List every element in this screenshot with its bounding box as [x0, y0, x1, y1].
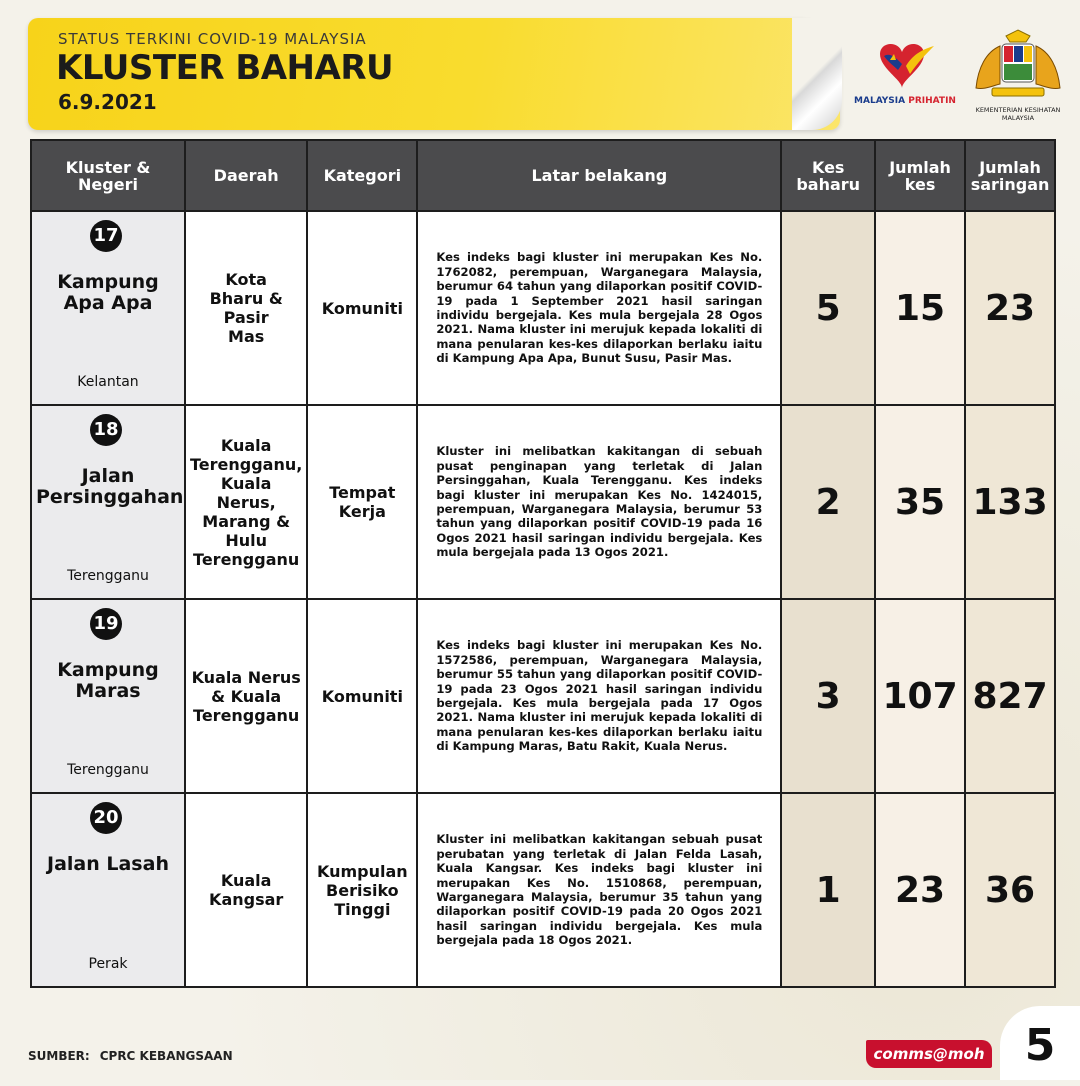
jumlah-kes-value: 107 — [882, 675, 958, 717]
jumlah-saringan-value: 133 — [972, 481, 1048, 523]
jumlah-kes-value: 23 — [895, 869, 946, 911]
kategori-text: Tempat Kerja — [329, 483, 396, 521]
jumlah-saringan-cell — [965, 793, 1055, 987]
cluster-number-badge: 20 — [90, 802, 122, 834]
coat-of-arms-icon — [968, 28, 1068, 104]
daerah-text: Kota Bharu & Pasir Mas — [209, 270, 283, 346]
cluster-state: Kelantan — [77, 374, 139, 390]
clusters-table — [30, 139, 1056, 988]
kategori-text: Komuniti — [321, 686, 403, 706]
cluster-state: Perak — [88, 956, 128, 972]
comms-handle-badge: comms@moh — [866, 1040, 992, 1068]
latar-cell — [417, 793, 781, 987]
cluster-name: Kampung Apa Apa — [57, 271, 159, 314]
malaysia-prihatin-logo — [850, 36, 960, 116]
cluster-number-badge: 19 — [90, 608, 122, 640]
source-note — [28, 1049, 233, 1063]
daerah-text: Kuala Terengganu, Kuala Nerus, Marang & Hulu Terengganu — [190, 435, 303, 569]
jumlah-kes-cell — [875, 793, 965, 987]
cluster-cell — [31, 793, 185, 987]
jumlah-saringan-value: 23 — [985, 287, 1036, 329]
kes-baharu-value: 3 — [815, 675, 841, 717]
jumlah-kes-value: 35 — [895, 481, 946, 523]
table-row — [31, 405, 1055, 599]
kes-baharu-value: 1 — [815, 869, 841, 911]
cluster-name: Jalan Lasah — [47, 853, 169, 875]
kes-baharu-cell — [781, 211, 875, 405]
cluster-name: Kampung Maras — [57, 659, 159, 702]
cluster-cell — [31, 599, 185, 793]
daerah-text: Kuala Kangsar — [209, 871, 284, 909]
kes-baharu-cell — [781, 793, 875, 987]
jumlah-kes-cell — [875, 211, 965, 405]
kategori-cell — [307, 211, 417, 405]
cluster-name: Jalan Persinggahan — [36, 465, 184, 508]
report-date: 6.9.2021 — [58, 90, 157, 114]
table-row — [31, 599, 1055, 793]
source-label: SUMBER: — [28, 1049, 90, 1063]
page-title: KLUSTER BAHARU — [56, 48, 394, 88]
cluster-cell — [31, 405, 185, 599]
kes-baharu-cell — [781, 405, 875, 599]
page-number: 5 — [1000, 1006, 1080, 1080]
kes-baharu-value: 5 — [815, 287, 841, 329]
kategori-cell — [307, 793, 417, 987]
kkm-crest-logo — [968, 28, 1068, 122]
col-header-daerah: Daerah — [185, 140, 307, 211]
daerah-text: Kuala Nerus & Kuala Terengganu — [191, 667, 301, 725]
col-header-kategori: Kategori — [307, 140, 417, 211]
prihatin-label: MALAYSIA PRIHATIN — [854, 96, 956, 106]
jumlah-saringan-value: 827 — [972, 675, 1048, 717]
banner-page-curl — [792, 18, 842, 130]
table-row — [31, 793, 1055, 987]
col-header-jumlah-kes: Jumlah kes — [875, 140, 965, 211]
kkm-label: KEMENTERIAN KESIHATAN MALAYSIA — [975, 106, 1061, 122]
latar-cell — [417, 211, 781, 405]
latar-cell — [417, 405, 781, 599]
latar-text: Kluster ini melibatkan kakitangan di sebuah pusat penginapan yang terletak di Jalan Persinggahan, Kuala Terengganu. Kes indeks bagi kluster ini merupakan Kes No. 1424015, perempuan, Warganegara Malaysia, berumur 53 tahun yang dilaporkan positif COVID-19 pada 16 Ogos 2021 hasil saringan individu bergejala. Kes mula bergejala pada 13 Ogos 2021. — [436, 444, 763, 560]
daerah-cell — [185, 599, 307, 793]
cluster-number-badge: 17 — [90, 220, 122, 252]
kes-baharu-cell — [781, 599, 875, 793]
kategori-text: Kumpulan Berisiko Tinggi — [316, 861, 408, 919]
col-header-latar: Latar belakang — [417, 140, 781, 211]
jumlah-kes-cell — [875, 405, 965, 599]
jumlah-saringan-cell — [965, 599, 1055, 793]
jumlah-kes-cell — [875, 599, 965, 793]
col-header-jumlah-saringan: Jumlah saringan — [965, 140, 1055, 211]
daerah-cell — [185, 211, 307, 405]
cluster-state: Terengganu — [67, 762, 149, 778]
kes-baharu-value: 2 — [815, 481, 841, 523]
prihatin-heart-icon — [850, 36, 960, 96]
jumlah-saringan-cell — [965, 405, 1055, 599]
kategori-cell — [307, 599, 417, 793]
latar-cell — [417, 599, 781, 793]
daerah-cell — [185, 405, 307, 599]
table-header-row — [31, 140, 1055, 211]
kategori-cell — [307, 405, 417, 599]
jumlah-saringan-cell — [965, 211, 1055, 405]
col-header-kes-baharu: Kes baharu — [781, 140, 875, 211]
latar-text: Kes indeks bagi kluster ini merupakan Kes No. 1572586, perempuan, Warganegara Malaysia, berumur 55 tahun yang dilaporkan positif COVID-19 pada 23 Ogos 2021 hasil saringan individu bergejala. Kes mula bergejala pada 17 Ogos 2021. Nama kluster ini merujuk kepada lokaliti di mana penularan kes-kes dilaporkan berlaku iaitu di Kampung Maras, Batu Rakit, Kuala Nerus. — [436, 638, 763, 754]
daerah-cell — [185, 793, 307, 987]
banner-subtitle: STATUS TERKINI COVID-19 MALAYSIA — [58, 30, 367, 48]
source-text: CPRC KEBANGSAAN — [99, 1049, 233, 1063]
cluster-cell — [31, 211, 185, 405]
latar-text: Kes indeks bagi kluster ini merupakan Kes No. 1762082, perempuan, Warganegara Malaysia, berumur 64 tahun yang dilaporkan positif COVID-19 pada 1 September 2021 hasil saringan individu bergejala. Kes mula bergejala 28 Ogos 2021. Nama kluster ini merujuk kepada lokaliti di mana penularan kes-kes dilaporkan berlaku iaitu di Kampung Apa Apa, Bunut Susu, Pasir Mas. — [436, 250, 763, 366]
kategori-text: Komuniti — [321, 298, 403, 318]
jumlah-kes-value: 15 — [895, 287, 946, 329]
latar-text: Kluster ini melibatkan kakitangan sebuah pusat perubatan yang terletak di Jalan Felda Lasah, Kuala Kangsar. Kes indeks bagi kluster ini merupakan Kes No. 1510868, perempuan, Warganegara Malaysia, berumur 35 tahun yang dilaporkan positif COVID-19 pada 20 Ogos 2021 hasil saringan individu bergejala. Kes mula bergejala pada 18 Ogos 2021. — [436, 832, 763, 948]
cluster-state: Terengganu — [67, 568, 149, 584]
cluster-number-badge: 18 — [90, 414, 122, 446]
col-header-kluster: Kluster & Negeri — [31, 140, 185, 211]
table-row — [31, 211, 1055, 405]
jumlah-saringan-value: 36 — [985, 869, 1036, 911]
